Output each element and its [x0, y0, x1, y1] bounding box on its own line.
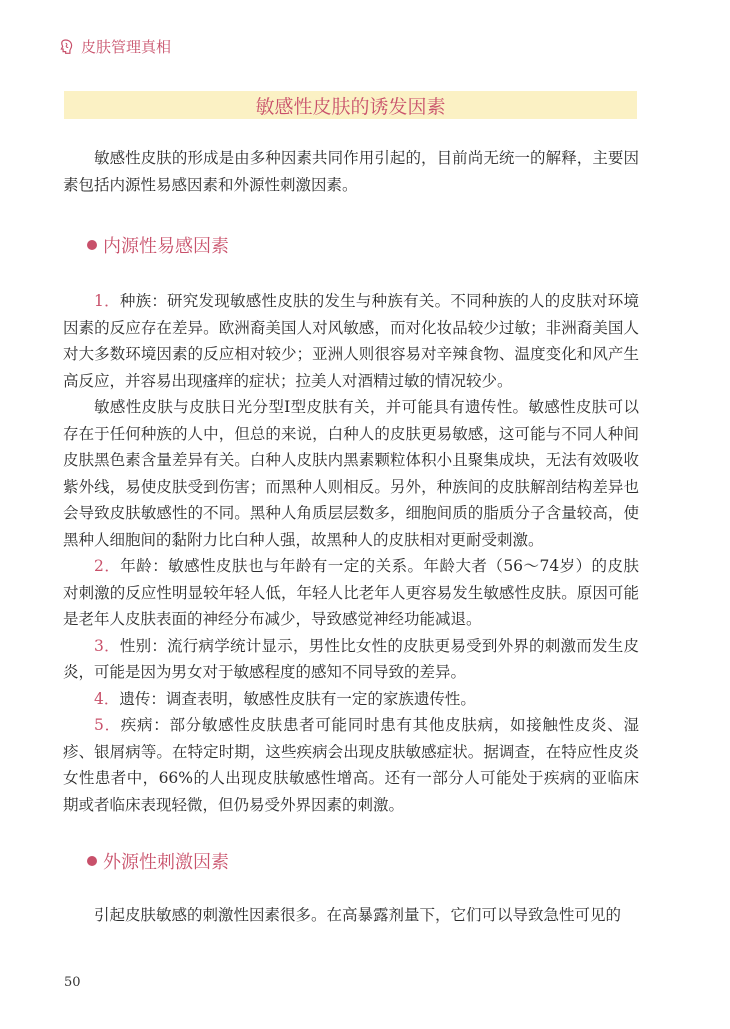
- page-number: 50: [64, 975, 81, 990]
- item-number: 4．: [94, 689, 120, 708]
- item-number: 2．: [94, 557, 121, 575]
- item-text: 性别：流行病学统计显示，男性比女性的皮肤更易受到外界的刺激而发生皮炎，可能是因为男女对于敏感程度的感知不同导致的差异。: [63, 636, 639, 681]
- item-paragraph: [63, 712, 639, 818]
- item-text: 疾病：部分敏感性皮肤患者可能同时患有其他皮肤病，如接触性皮炎、湿疹、银屑病等。在特定时期，这些疾病会出现皮肤敏感症状。据调查，在特应性皮炎女性患者中，66%的人出现皮肤敏感性增高。还有一部分人可能处于疾病的亚临床期或者临床表现轻微，但仍易受外界因素的刺激。: [63, 716, 639, 814]
- bullet-dot-icon: [87, 856, 97, 866]
- item-number: 5．: [94, 716, 121, 734]
- item-paragraph: [63, 633, 639, 686]
- item-number: 3．: [94, 636, 120, 655]
- main-content: [63, 145, 639, 929]
- item-text: 种族：研究发现敏感性皮肤的发生与种族有关。不同种族的人的皮肤对环境因素的反应存在差异。欧洲裔美国人对风敏感，而对化妆品较少过敏；非洲裔美国人对大多数环境因素的反应相对较少；亚洲人则很容易对辛辣食物、温度变化和风产生高反应，并容易出现瘙痒的症状；拉美人对酒精过敏的情况较少。: [63, 292, 639, 390]
- running-header: [58, 36, 171, 57]
- item-paragraph: [63, 394, 639, 553]
- section-heading-text: 内源性易感因素: [103, 236, 229, 257]
- section-internal-body: [63, 288, 639, 818]
- item-paragraph: [63, 288, 639, 394]
- item-text: 敏感性皮肤与皮肤日光分型Ⅰ型皮肤有关，并可能具有遗传性。敏感性皮肤可以存在于任何种族的人中，但总的来说，白种人的皮肤更易敏感，这可能与不同人种间皮肤黑色素含量差异有关。白种人皮肤内黑素颗粒体积小且聚集成块，无法有效吸收紫外线，易使皮肤受到伤害；而黑种人则相反。另外，种族间的皮肤解剖结构差异也会导致皮肤敏感性的不同。黑种人角质层层数多，细胞间质的脂质分子含量较高，使黑种人细胞间的黏附力比白种人强，故黑种人的皮肤相对更耐受刺激。: [63, 398, 639, 549]
- item-paragraph: [63, 686, 639, 713]
- item-text: 年龄：敏感性皮肤也与年龄有一定的关系。年龄大者（56～74岁）的皮肤对刺激的反应性明显较年轻人低，年轻人比老年人更容易发生敏感性皮肤。原因可能是老年人皮肤表面的神经分布减少，导致感觉神经功能减退。: [63, 557, 639, 628]
- section-heading-text: 外源性刺激因素: [103, 852, 229, 873]
- section-heading-internal: [63, 232, 639, 258]
- page-title: 敏感性皮肤的诱发因素: [255, 95, 446, 118]
- header-text: 皮肤管理真相: [81, 38, 172, 56]
- item-number: 1．: [94, 292, 120, 310]
- item-paragraph: [63, 553, 639, 633]
- external-paragraph: 引起皮肤敏感的刺激性因素很多。在高暴露剂量下，它们可以导致急性可见的: [94, 906, 622, 924]
- section-title-band: [64, 91, 637, 119]
- section-heading-external: [63, 848, 639, 874]
- item-text: 遗传：调查表明，敏感性皮肤有一定的家族遗传性。: [119, 689, 476, 708]
- bullet-dot-icon: [87, 240, 97, 250]
- face-profile-icon: [58, 38, 75, 55]
- intro-paragraph: 敏感性皮肤的形成是由多种因素共同作用引起的，目前尚无统一的解释，主要因素包括内源性易感因素和外源性刺激因素。: [63, 149, 639, 194]
